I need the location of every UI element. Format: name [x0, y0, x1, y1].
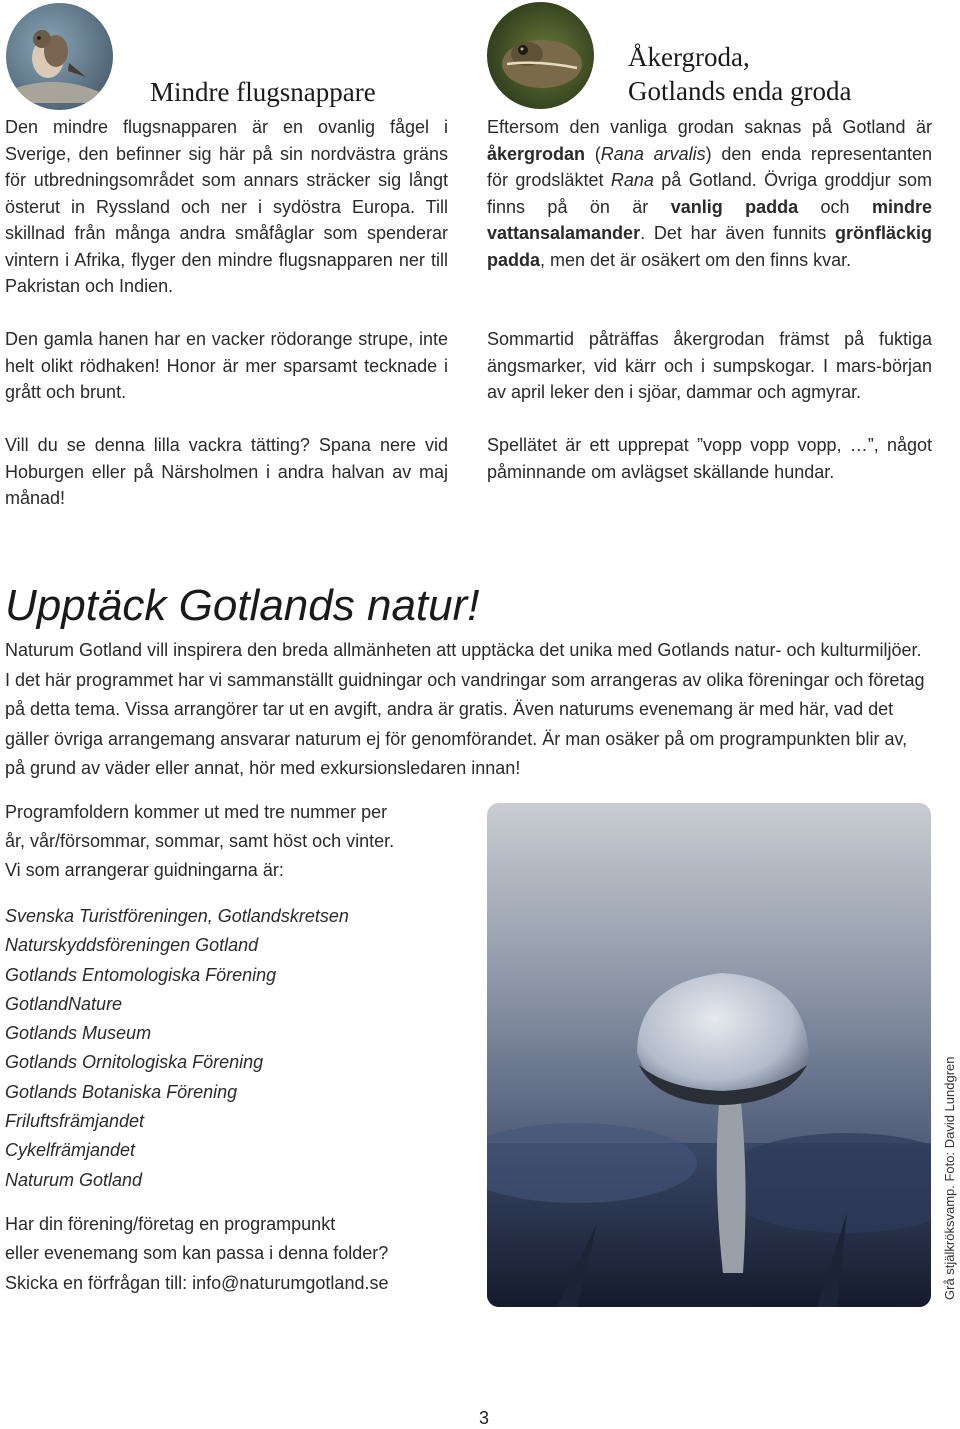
text-run: Eftersom den vanliga grodan saknas på Gotland är — [487, 117, 932, 137]
italic-term: Rana arvalis — [600, 143, 706, 164]
organizer-item: GotlandNature — [5, 993, 123, 1014]
submission-line-1: Har din förening/företag en programpunkt — [5, 1214, 336, 1234]
branch-shape — [16, 82, 106, 103]
bird-paragraph-2: Den gamla hanen har en vacker rödorange strupe, inte helt olikt rödhaken! Honor är mer sparsamt tecknade i grått och brunt. — [5, 329, 448, 402]
submission-line-2: eller evenemang som kan passa i denna folder? — [5, 1243, 389, 1264]
bold-term: grönfläckig padda — [487, 223, 932, 270]
mushroom-stem — [717, 1103, 746, 1273]
organizer-item: Cykelfrämjandet — [5, 1140, 136, 1161]
bird-paragraph-1: Den mindre flugsnapparen är en ovanlig fågel i Sverige, den befinner sig här på sin nordvästra gräns för utbredningsområdet som annars sträcker sig långt österut in Ryssland och ner i sydöstra Europa. Till skillnad från många andra småfåglar som spenderar vintern i Afrika, flyger den mindre flugsnapparen ner till Pakristan och Indien. — [5, 117, 448, 296]
organizer-item: Friluftsfrämjandet — [5, 1111, 145, 1132]
organizer-item: Svenska Turistföreningen, Gotlandskretsen — [5, 906, 349, 926]
bird-tail — [68, 63, 86, 77]
mushroom-illustration — [487, 803, 931, 1307]
submission-line-3: Skicka en förfrågan till: info@naturumgotland.se — [5, 1272, 389, 1293]
frog-paragraph-1 — [487, 114, 932, 273]
frog-heading — [628, 40, 851, 108]
page-title: Upptäck Gotlands natur! — [5, 581, 480, 630]
italic-term: Rana — [610, 170, 654, 190]
text-run: ( — [585, 143, 601, 164]
bird-head — [33, 30, 51, 48]
submission-paragraph — [5, 1210, 445, 1298]
photo-credit: Grå stjälkröksvamp. Foto: David Lundgren — [942, 1056, 957, 1300]
frog-paragraph-2: Sommartid påträffas åkergrodan främst på fuktiga ängsmarker, vid kärr och i sumpskogar. I mars-början av april leker den i sjöar, dammar och agmyrar. — [487, 329, 932, 402]
mushroom-photo — [487, 803, 931, 1307]
frog-heading-line-1: Åkergroda, — [628, 42, 750, 72]
intro-paragraph: Naturum Gotland vill inspirera den breda allmänheten att upptäcka det unika med Gotlands natur- och kulturmiljöer. I det här programmet har vi sammanställt guidningar och vandringar som arrangeras av olika föreningar och företag på detta tema. Vissa arrangörer tar ut en avgift, andra är gratis. Även naturums evenemang är med här, vad det gäller övriga arrangemang ansvarar naturum ej för genomförandet. Är man osäker på om programpunkten blir av, på grund av väder eller annat, hör med exkursionsledaren innan! — [5, 640, 925, 779]
text-run: och — [798, 196, 872, 217]
bird-heading: Mindre flugsnappare — [150, 77, 376, 107]
bird-illustration — [6, 3, 113, 110]
page-number: 3 — [479, 1408, 490, 1428]
bird-paragraph-3: Vill du se denna lilla vackra tätting? Spana nere vid Hoburgen eller på Närsholmen i andra halvan av maj månad! — [5, 435, 448, 508]
bird-eye — [37, 36, 41, 40]
organizer-item: Gotlands Ornitologiska Förening — [5, 1052, 264, 1073]
text-run: , men det är osäkert om den finns kvar. — [540, 249, 852, 270]
bold-term: vanlig padda — [670, 196, 799, 217]
organizer-item: Gotlands Museum — [5, 1023, 152, 1044]
text-run: på Gotland. Övriga groddjur som finns på ön är — [487, 170, 932, 217]
organizer-item: Gotlands Entomologiska Förening — [5, 964, 277, 985]
organizer-item: Naturum Gotland — [5, 1169, 143, 1190]
frog-photo — [487, 2, 594, 109]
organizer-item: Gotlands Botaniska Förening — [5, 1081, 238, 1102]
text-run: . Det har även funnits — [640, 223, 835, 243]
bird-photo — [6, 3, 113, 110]
frog-eye-highlight — [521, 48, 524, 51]
frog-illustration — [487, 2, 594, 109]
bold-term: åkergrodan — [487, 143, 586, 164]
bold-term: mindre vattansalamander — [487, 196, 932, 243]
organizer-list — [5, 902, 349, 1195]
frog-heading-line-2: Gotlands enda groda — [628, 76, 852, 106]
organizer-item: Naturskyddsföreningen Gotland — [5, 935, 259, 956]
folder-paragraph: Programfoldern kommer ut med tre nummer per år, vår/försommar, sommar, samt höst och vinter. Vi som arrangerar guidningarna är: — [5, 802, 395, 880]
frog-paragraph-3: Spellätet är ett upprepat ”vopp vopp vopp, …”, något påminnande om avlägset skällande hundar. — [487, 435, 932, 482]
text-run: ) den enda representanten för grodsläktet — [487, 143, 932, 190]
